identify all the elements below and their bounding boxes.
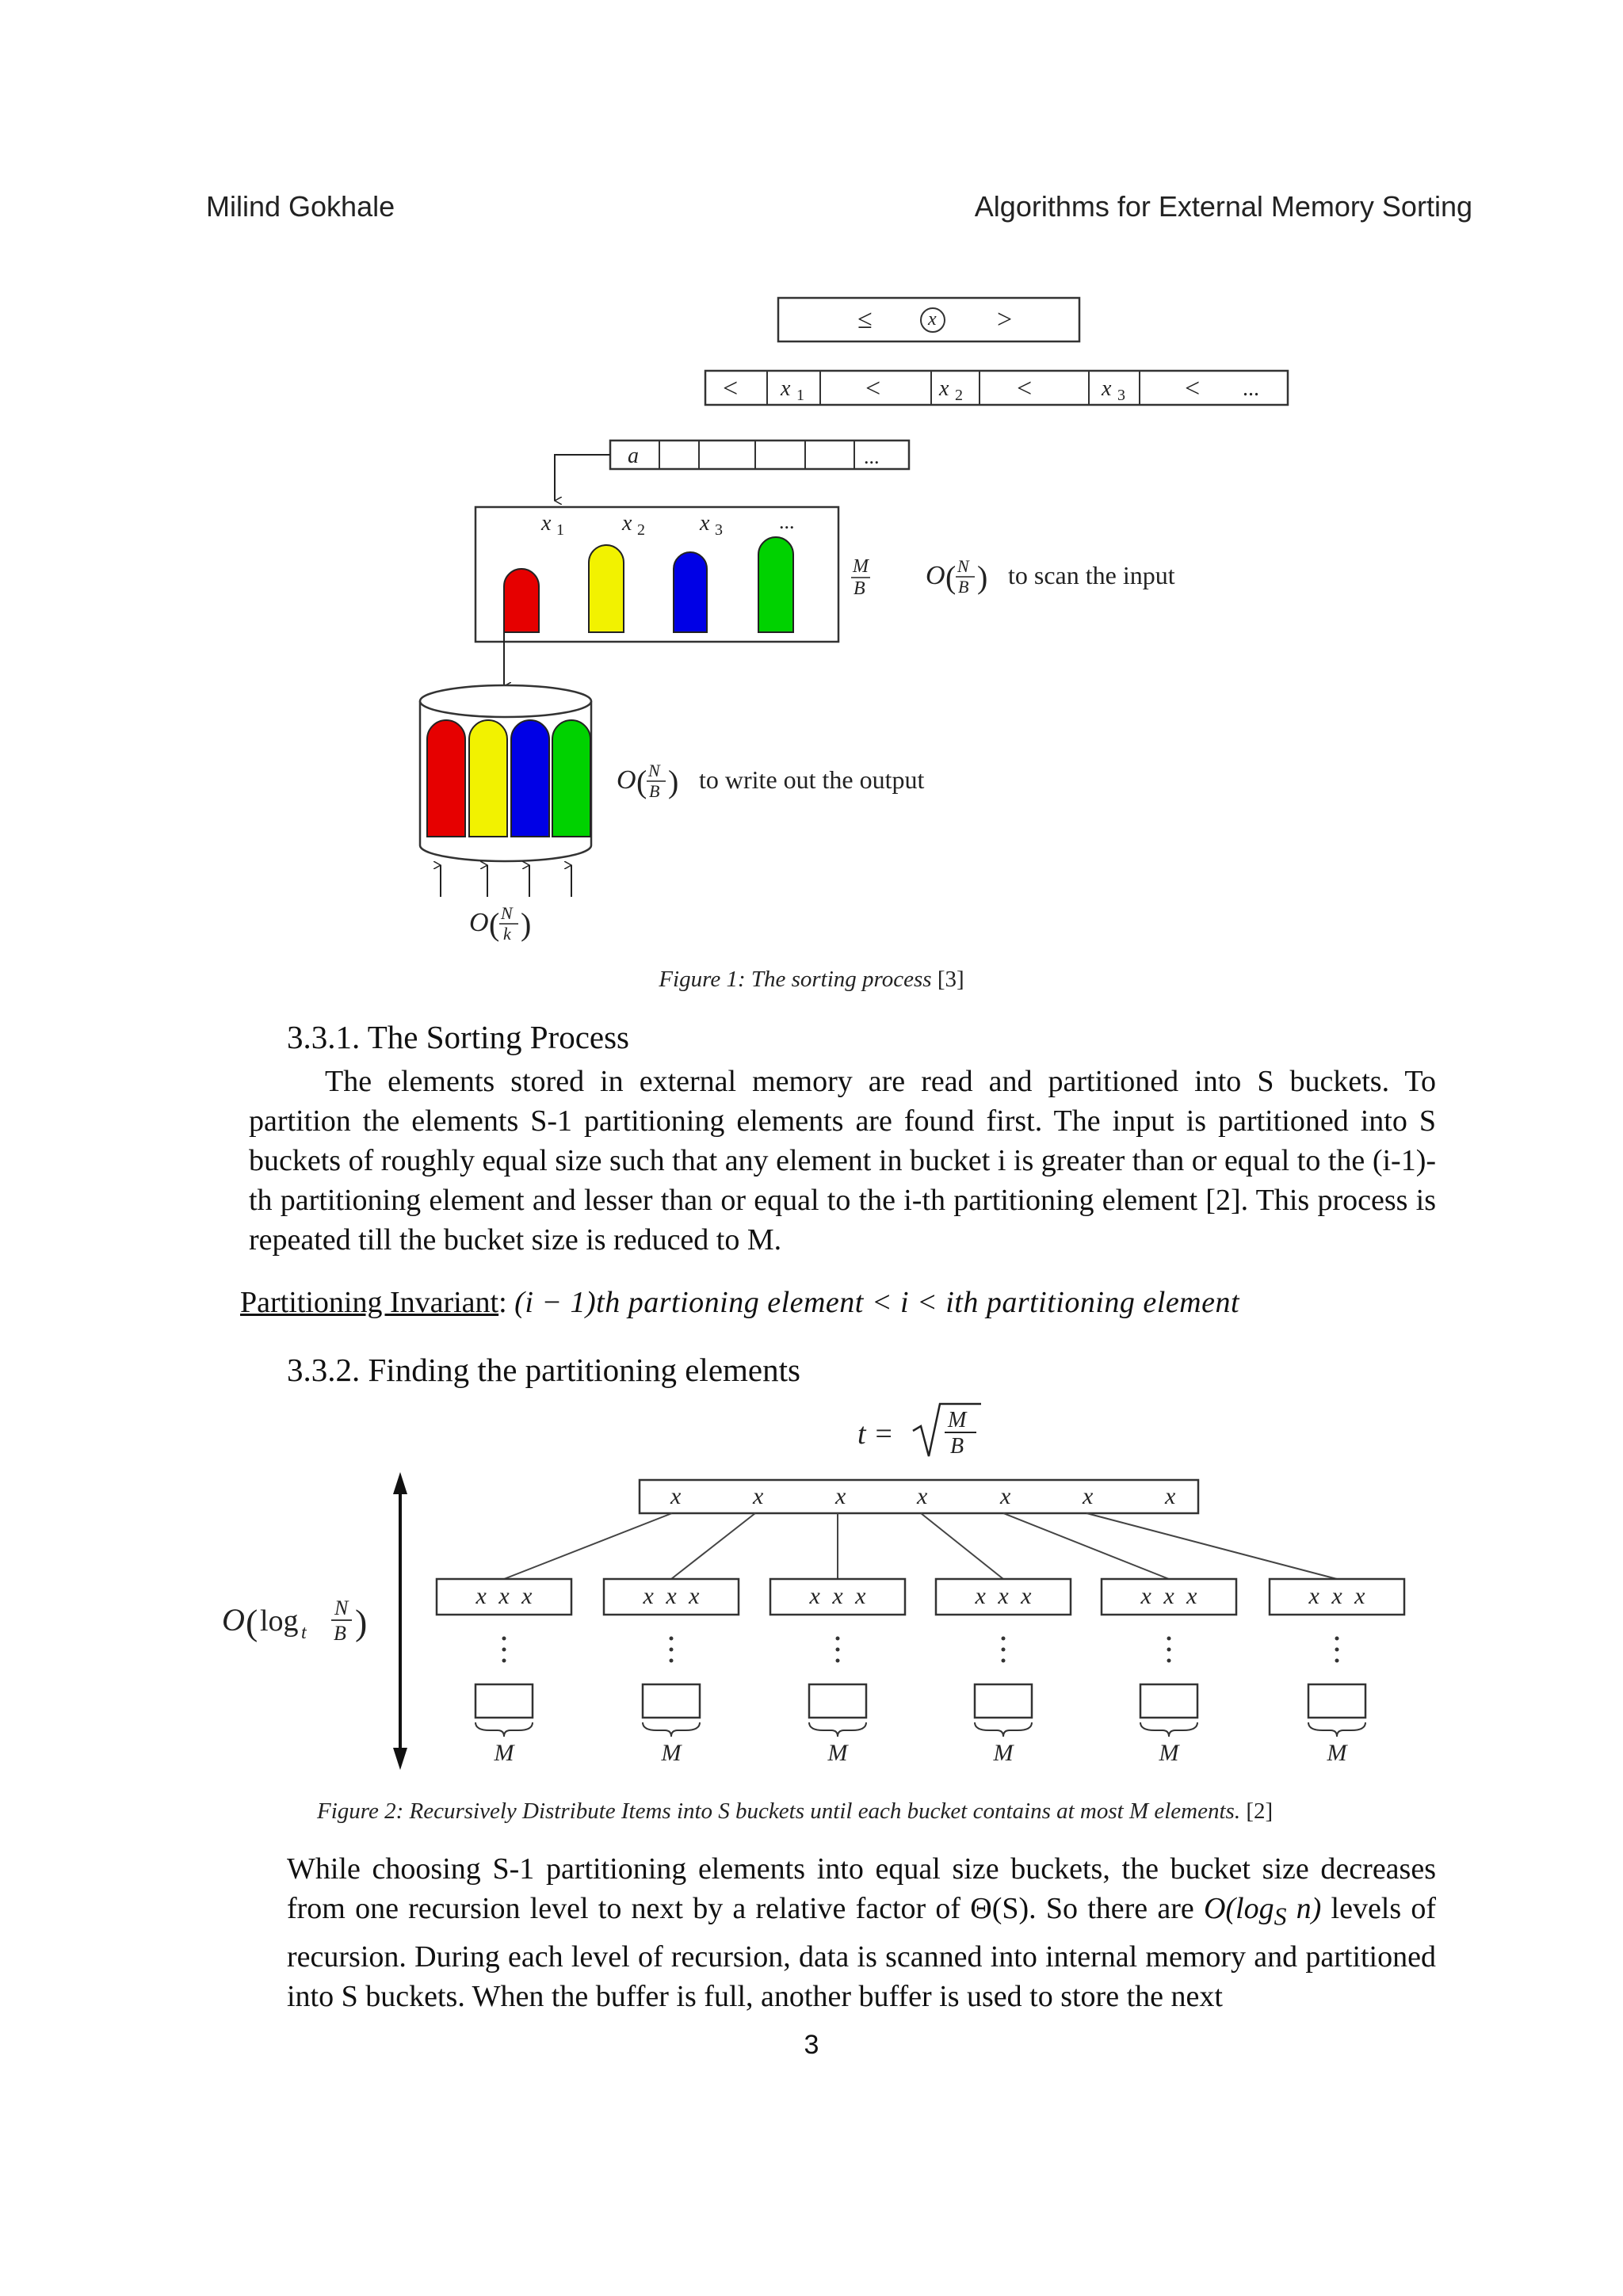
bucket-label-x2-sub: 2 bbox=[637, 521, 645, 539]
child-node bbox=[1102, 1579, 1236, 1615]
paragraph-text: The elements stored in external memory are read and partitioned into S buckets. To partition the elements S-1 partitioning elements are found first. The input is partitioned into S buckets of roughly equal size such that any element in bucket i is greater than or equal to the (i-1)-th partitioning element and lesser than or equal to the i-th partitioning element [2]. This process is repeated till the bucket size is reduced to M. bbox=[249, 1065, 1436, 1257]
pivot-x: x bbox=[928, 309, 937, 330]
root-item: x bbox=[835, 1483, 846, 1509]
root-item: x bbox=[753, 1483, 764, 1509]
leaf-buckets bbox=[475, 1684, 1365, 1718]
disk-bucket-yellow bbox=[469, 720, 507, 837]
figure-2-partition-tree bbox=[0, 1390, 1623, 1771]
bucket-label-x3: x bbox=[700, 511, 710, 536]
brace-icons bbox=[475, 1722, 1365, 1737]
gt-symbol: > bbox=[997, 305, 1013, 334]
lt-symbol: < bbox=[1017, 374, 1033, 403]
partitioning-invariant bbox=[240, 1285, 1239, 1320]
figure-1-sorting-process bbox=[0, 285, 1623, 967]
svg-text:(: ( bbox=[489, 906, 500, 942]
lt-symbol: < bbox=[1185, 374, 1201, 403]
read-cost-formula bbox=[469, 903, 531, 944]
svg-text:M: M bbox=[948, 1408, 967, 1432]
svg-text:k: k bbox=[503, 924, 511, 944]
leaf-label: M bbox=[1327, 1740, 1347, 1766]
svg-text:to write out the output: to write out the output bbox=[699, 765, 925, 794]
figure-2-caption bbox=[317, 1798, 1273, 1825]
math-expression-end: n) bbox=[1286, 1892, 1322, 1925]
caption-text: Figure 2: Recursively Distribute Items into S buckets until each bucket contains at most M elements. bbox=[317, 1798, 1241, 1824]
svg-text:x x x: x x x bbox=[475, 1583, 533, 1609]
root-item: x bbox=[1165, 1483, 1176, 1509]
lt-symbol: < bbox=[723, 374, 739, 403]
root-item: x bbox=[1083, 1483, 1094, 1509]
child-node bbox=[604, 1579, 739, 1615]
bucket-label-x1: x bbox=[541, 511, 552, 536]
svg-text:B: B bbox=[950, 1434, 964, 1459]
svg-text:): ) bbox=[977, 559, 988, 595]
svg-text:x x x: x x x bbox=[1308, 1583, 1365, 1609]
caption-ref: [2] bbox=[1246, 1798, 1274, 1824]
svg-text:x x x: x x x bbox=[809, 1583, 866, 1609]
t-formula bbox=[857, 1404, 981, 1459]
paragraph-text: levels of recursion. During each level of recursion, data is scanned into internal memory and partitioned into S buckets. When the buffer is full, another buffer is used to store the next bbox=[287, 1892, 1437, 2013]
bucket-label-x2: x bbox=[622, 511, 632, 536]
svg-text:N: N bbox=[334, 1596, 349, 1619]
math-expression: O(log bbox=[1203, 1892, 1274, 1925]
partition-x2: x bbox=[939, 376, 949, 401]
svg-text:t =: t = bbox=[857, 1417, 894, 1451]
vertical-ellipsis bbox=[502, 1637, 1339, 1663]
leaf-label: M bbox=[494, 1740, 514, 1766]
partition-x1: x bbox=[781, 376, 791, 401]
svg-text:N: N bbox=[648, 761, 660, 780]
header-author: Milind Gokhale bbox=[206, 190, 395, 223]
svg-text:O: O bbox=[222, 1602, 245, 1638]
caption-text: Figure 1: The sorting process bbox=[659, 967, 932, 992]
memory-bucket-blue bbox=[674, 552, 707, 632]
svg-text:O: O bbox=[926, 561, 945, 590]
svg-text:B: B bbox=[958, 577, 969, 597]
svg-text:(: ( bbox=[246, 1602, 258, 1642]
root-item: x bbox=[1000, 1483, 1011, 1509]
memory-bucket-red bbox=[504, 569, 539, 632]
invariant-expression: (i − 1)th partioning element < i < ith partitioning element bbox=[514, 1286, 1240, 1319]
section-heading-3-3-1: 3.3.1. The Sorting Process bbox=[287, 1019, 630, 1055]
partition-x3-sub: 3 bbox=[1117, 387, 1125, 404]
read-arrows bbox=[441, 865, 571, 897]
math-subscript: S bbox=[1274, 1902, 1287, 1931]
invariant-label: Partitioning Invariant bbox=[240, 1286, 499, 1319]
svg-text:M: M bbox=[853, 556, 869, 577]
partition-row bbox=[705, 371, 1288, 405]
child-node bbox=[1270, 1579, 1404, 1615]
memory-bucket-green bbox=[758, 537, 793, 632]
caption-ref: [3] bbox=[937, 967, 964, 992]
recursion-depth-formula bbox=[222, 1596, 367, 1645]
svg-text:N: N bbox=[501, 903, 513, 923]
disk-bucket-blue bbox=[511, 720, 549, 837]
m-over-b-label bbox=[851, 556, 870, 599]
ellipsis: ... bbox=[864, 445, 880, 468]
svg-text:t: t bbox=[301, 1623, 307, 1643]
svg-text:): ) bbox=[521, 906, 532, 942]
header-title: Algorithms for External Memory Sorting bbox=[974, 190, 1472, 223]
partition-x1-sub: 1 bbox=[796, 387, 804, 404]
le-symbol: ≤ bbox=[857, 305, 873, 334]
root-item: x bbox=[917, 1483, 928, 1509]
svg-text:B: B bbox=[334, 1622, 346, 1645]
svg-text:N: N bbox=[957, 556, 969, 576]
disk-bucket-red bbox=[427, 720, 465, 837]
leaf-label: M bbox=[827, 1740, 848, 1766]
root-item: x bbox=[670, 1483, 682, 1509]
svg-text:to scan the input: to scan the input bbox=[1008, 561, 1175, 589]
svg-text:O: O bbox=[469, 908, 489, 937]
section-1-paragraph bbox=[249, 1062, 1436, 1260]
lt-symbol: < bbox=[865, 374, 881, 403]
scan-cost-formula bbox=[926, 556, 1175, 597]
memory-bucket-yellow bbox=[589, 545, 624, 632]
paragraph-text: While choosing S-1 partitioning elements into equal size buckets, the bucket size decreases from one recursion level to next by a relative factor of Θ(S). So there are bbox=[287, 1852, 1436, 1925]
depth-double-arrow bbox=[393, 1472, 407, 1770]
svg-text:B: B bbox=[649, 781, 660, 801]
svg-text:): ) bbox=[355, 1602, 368, 1642]
svg-text:B: B bbox=[854, 578, 865, 599]
page-number: 3 bbox=[804, 2030, 819, 2060]
svg-text:(: ( bbox=[945, 559, 957, 595]
partition-x2-sub: 2 bbox=[955, 387, 963, 404]
disk-bucket-green bbox=[552, 720, 590, 837]
svg-text:log: log bbox=[260, 1604, 299, 1638]
svg-text:x x x: x x x bbox=[1140, 1583, 1197, 1609]
child-node bbox=[770, 1579, 905, 1615]
leaf-label: M bbox=[993, 1740, 1014, 1766]
figure-1-caption bbox=[0, 967, 1623, 993]
ellipsis: ... bbox=[1243, 376, 1259, 401]
svg-text:x x x: x x x bbox=[975, 1583, 1032, 1609]
svg-text:x x x: x x x bbox=[643, 1583, 700, 1609]
svg-text:(: ( bbox=[636, 764, 647, 799]
child-node bbox=[936, 1579, 1071, 1615]
buffer-a: a bbox=[628, 444, 639, 468]
paragraph-2 bbox=[287, 1849, 1436, 2016]
invariant-colon: : bbox=[498, 1286, 507, 1319]
bucket-label-x1-sub: 1 bbox=[556, 521, 564, 539]
child-node bbox=[437, 1579, 571, 1615]
partition-x3: x bbox=[1102, 376, 1112, 401]
write-cost-formula bbox=[617, 761, 925, 801]
svg-text:O: O bbox=[617, 765, 636, 795]
svg-text:): ) bbox=[668, 764, 679, 799]
ellipsis: ... bbox=[779, 510, 795, 533]
disk-cylinder bbox=[420, 685, 591, 861]
leaf-label: M bbox=[661, 1740, 682, 1766]
leaf-label: M bbox=[1159, 1740, 1179, 1766]
bucket-label-x3-sub: 3 bbox=[715, 521, 723, 539]
section-heading-3-3-2: 3.3.2. Finding the partitioning elements bbox=[287, 1352, 800, 1388]
